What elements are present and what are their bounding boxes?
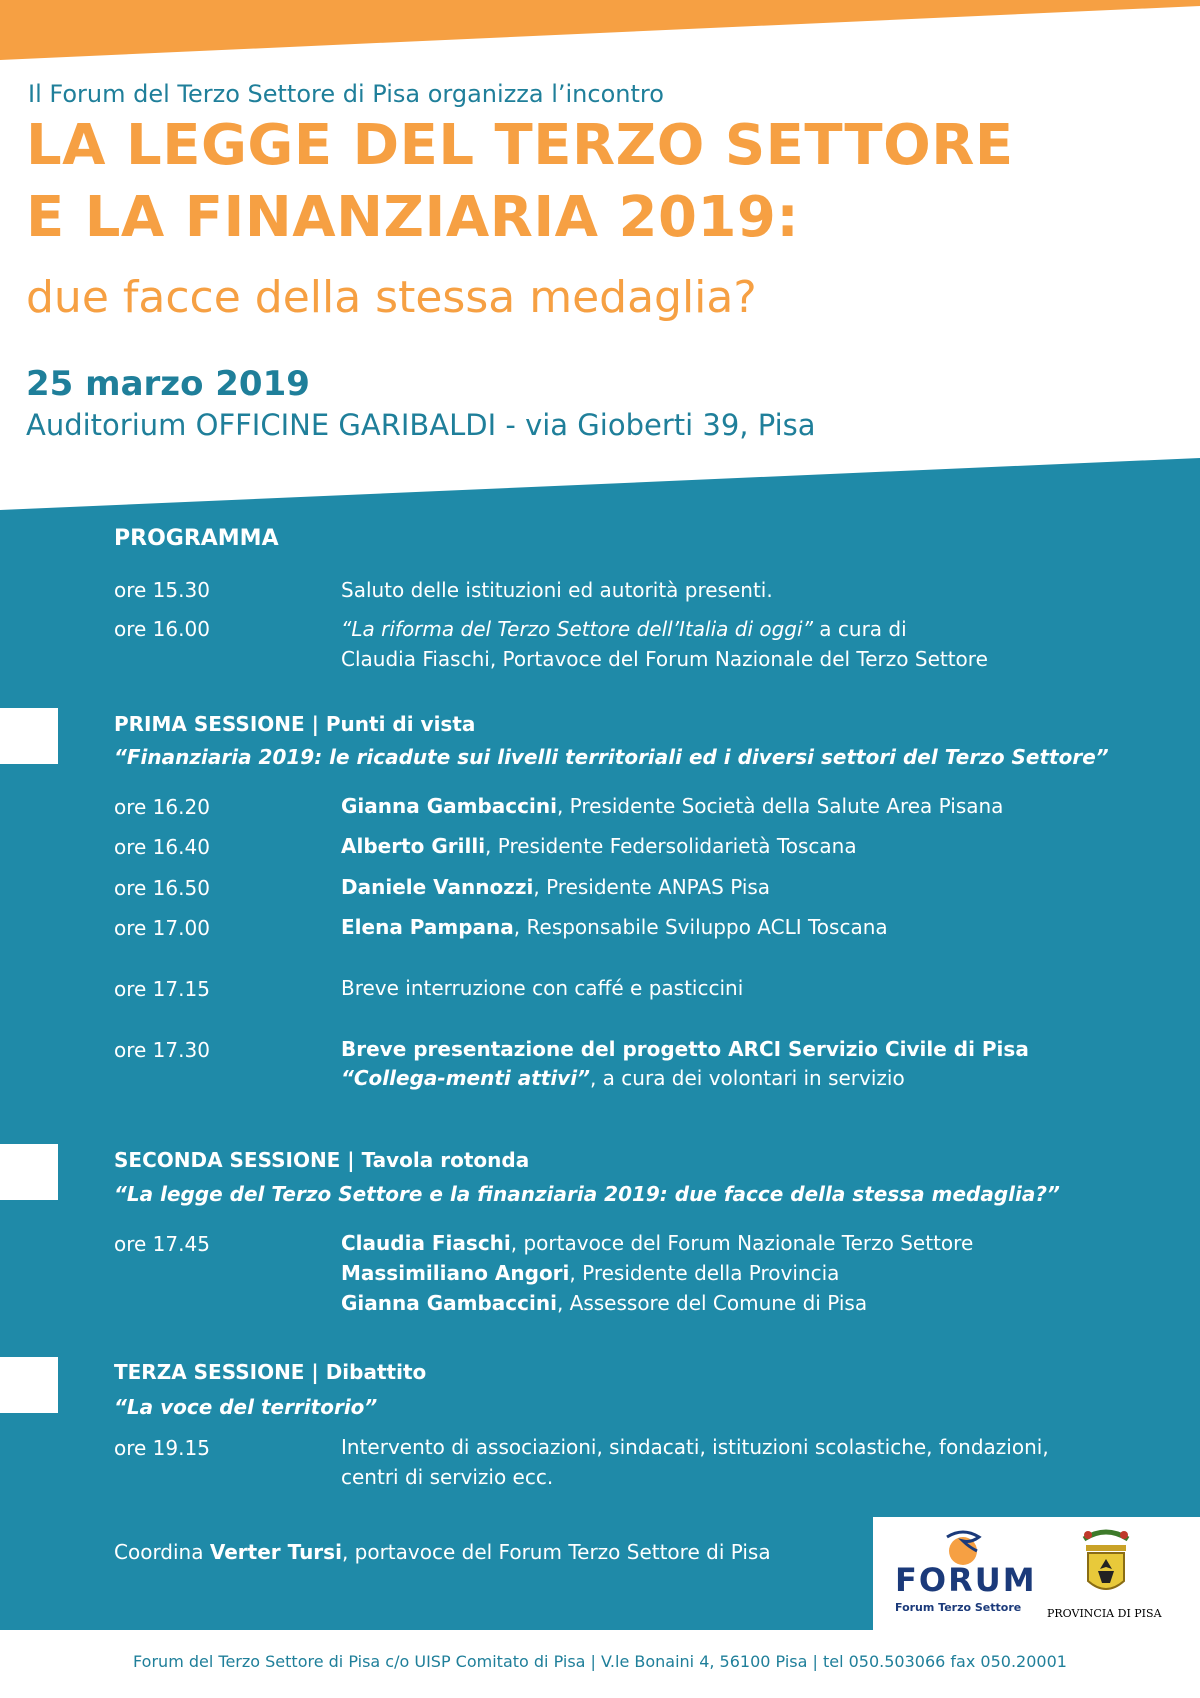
event-date: 25 marzo 2019 (26, 364, 310, 404)
terza-sessione-quote: “La voce del territorio” (114, 1395, 378, 1419)
break-text: Breve interruzione con caffé e pasticcini (341, 976, 744, 1000)
speaker-line: Claudia Fiaschi, portavoce del Forum Nazionale Terzo Settore (341, 1231, 974, 1255)
time-1915: ore 19.15 (114, 1436, 210, 1460)
section-notch (0, 708, 58, 764)
programma-heading: PROGRAMMA (114, 526, 279, 551)
intro-text: Il Forum del Terzo Settore di Pisa organizza l’incontro (28, 80, 664, 108)
debate-text: centri di servizio ecc. (341, 1465, 554, 1489)
time-1730: ore 17.30 (114, 1038, 210, 1062)
seconda-sessione-heading: SECONDA SESSIONE | Tavola rotonda (114, 1148, 530, 1172)
prima-sessione-quote: “Finanziaria 2019: le ricadute sui livelli territoriali ed i diversi settori del Terzo Settore” (114, 745, 1109, 769)
title-line-2: E LA FINANZIARIA 2019: (26, 185, 800, 250)
provincia-crest-icon (1076, 1525, 1136, 1601)
speaker-line: Daniele Vannozzi, Presidente ANPAS Pisa (341, 875, 771, 899)
section-notch (0, 1357, 58, 1413)
time-1530: ore 15.30 (114, 578, 210, 602)
time-1700: ore 17.00 (114, 916, 210, 940)
prima-sessione-heading: PRIMA SESSIONE | Punti di vista (114, 712, 476, 736)
forum-logo-text: FORUM (895, 1561, 1037, 1599)
section-notch (0, 1144, 58, 1200)
speaker-line: Gianna Gambaccini, Assessore del Comune di Pisa (341, 1291, 868, 1315)
event-venue: Auditorium OFFICINE GARIBALDI - via Gioberti 39, Pisa (26, 408, 816, 442)
logos-panel (873, 1517, 1200, 1631)
time-1620: ore 16.20 (114, 795, 210, 819)
speaker-line: Massimiliano Angori, Presidente della Provincia (341, 1261, 840, 1285)
seconda-sessione-quote: “La legge del Terzo Settore e la finanziaria 2019: due facce della stessa medaglia?” (114, 1182, 1060, 1206)
forum-logo-subtext: Forum Terzo Settore (895, 1601, 1022, 1614)
talk-title: “La riforma del Terzo Settore dell’Italia di oggi” (341, 617, 813, 641)
program-item-text: “La riforma del Terzo Settore dell’Italia di oggi” a cura di (341, 617, 907, 641)
time-1715: ore 17.15 (114, 977, 210, 1001)
program-item-text: Saluto delle istituzioni ed autorità presenti. (341, 578, 773, 602)
program-item-text: Claudia Fiaschi, Portavoce del Forum Nazionale del Terzo Settore (341, 647, 988, 671)
arci-presentation: Breve presentazione del progetto ARCI Servizio Civile di Pisa (341, 1037, 1029, 1061)
footer-contact: Forum del Terzo Settore di Pisa c/o UISP Comitato di Pisa | V.le Bonaini 4, 56100 Pisa | tel 050.503066 fax 050.20001 (133, 1652, 1067, 1671)
time-1650: ore 16.50 (114, 876, 210, 900)
speaker-line: Alberto Grilli, Presidente Federsolidarietà Toscana (341, 834, 857, 858)
subtitle: due facce della stessa medaglia? (26, 272, 757, 323)
speaker-line: Elena Pampana, Responsabile Sviluppo ACLI Toscana (341, 915, 888, 939)
time-1745: ore 17.45 (114, 1232, 210, 1256)
provincia-label: PROVINCIA DI PISA (1047, 1607, 1162, 1620)
debate-text: Intervento di associazioni, sindacati, istituzioni scolastiche, fondazioni, (341, 1435, 1049, 1459)
top-orange-band (0, 0, 1200, 80)
terza-sessione-heading: TERZA SESSIONE | Dibattito (114, 1360, 427, 1384)
speaker-line: Gianna Gambaccini, Presidente Società della Salute Area Pisana (341, 794, 1004, 818)
time-1600: ore 16.00 (114, 617, 210, 641)
time-1640: ore 16.40 (114, 835, 210, 859)
arci-presentation-sub: “Collega-menti attivi”, a cura dei volontari in servizio (341, 1066, 905, 1090)
title-line-1: LA LEGGE DEL TERZO SETTORE (26, 113, 1014, 178)
coordinator-line: Coordina Verter Tursi, portavoce del Forum Terzo Settore di Pisa (114, 1540, 771, 1564)
